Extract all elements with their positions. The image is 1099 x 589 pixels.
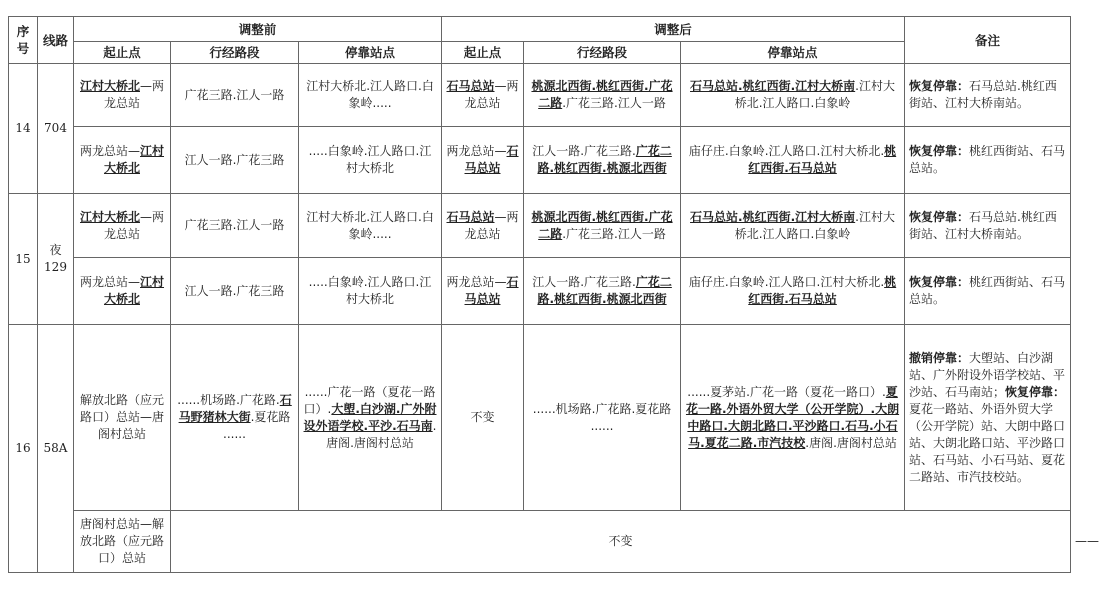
before-stops: .....白象岭.江人路口.江村大桥北 [299,127,442,194]
after-stops: 庙仔庄.白象岭.江人路口.江村大桥北.桃红西街.石马总站 [681,258,905,325]
line-cell: 704 [38,64,74,194]
line-cell: 58A [38,325,74,573]
after-stops: 石马总站.桃红西街.江村大桥南.江村大桥北.江人路口.白象岭 [681,194,905,258]
table-row [9,258,1071,325]
remark: 恢复停靠：石马总站.桃红西街站、江村大桥南站。 [905,194,1071,258]
before-start-end: 两龙总站—江村大桥北 [74,258,171,325]
unchanged-cell: 不变 [171,511,1071,573]
line-cell: 夜129 [38,194,74,325]
after-stops: 石马总站.桃红西街.江村大桥南.江村大桥北.江人路口.白象岭 [681,64,905,127]
header-seq: 序号 [9,17,38,64]
header-before-start-end: 起止点 [74,42,171,64]
before-start-end: 解放北路（应元路口）总站—唐阁村总站 [74,325,171,511]
seq-cell: 15 [9,194,38,325]
after-route: 江人一路.广花三路.广花二路.桃红西街.桃源北西街 [524,258,681,325]
after-start-end: 两龙总站—石马总站 [442,258,524,325]
header-remark: 备注 [905,17,1071,64]
after-stops: 庙仔庄.白象岭.江人路口.江村大桥北.桃红西街.石马总站 [681,127,905,194]
header-after: 调整后 [442,17,905,42]
header-after-start-end: 起止点 [442,42,524,64]
seq-cell: 14 [9,64,38,194]
after-start-end: 不变 [442,325,524,511]
header-before: 调整前 [74,17,442,42]
before-route: 广花三路.江人一路 [171,194,299,258]
before-route: 江人一路.广花三路 [171,258,299,325]
after-start-end: 石马总站—两龙总站 [442,64,524,127]
after-route: ......机场路.广花路.夏花路 ...... [524,325,681,511]
after-route: 桃源北西街.桃红西街.广花二路.广花三路.江人一路 [524,194,681,258]
before-route: ......机场路.广花路.石马野猪林大街.夏花路 ...... [171,325,299,511]
before-stops: ......广花一路（夏花一路口）.大塱.白沙湖.广外附设外语学校.平沙.石马南.唐阁.唐阁村总站 [299,325,442,511]
before-stops: 江村大桥北.江人路口.白象岭..... [299,194,442,258]
after-stops: ......夏茅站.广花一路（夏花一路口）.夏花一路.外语外贸大学（公开学院）.大朗中路口.大朗北路口.平沙路口.石马.小石马.夏花二路.市汽技校.唐阁.唐阁村总站 [681,325,905,511]
before-stops: .....白象岭.江人路口.江村大桥北 [299,258,442,325]
table-row [9,64,1071,127]
table-row [9,325,1071,511]
remark: 恢复停靠：石马总站.桃红西街站、江村大桥南站。 [905,64,1071,127]
header-line: 线路 [38,17,74,64]
before-start-end: 江村大桥北—两龙总站 [74,194,171,258]
before-stops: 江村大桥北.江人路口.白象岭..... [299,64,442,127]
before-start-end: 唐阁村总站—解放北路（应元路口）总站 [74,511,171,573]
header-before-route: 行经路段 [171,42,299,64]
remark: 撤销停靠：大塱站、白沙湖站、广外附设外语学校站、平沙站、石马南站；恢复停靠：夏花一路站、外语外贸大学（公开学院）站、大朗中路口站、大朗北路口站、平沙路口站、石马站、小石马站、夏花二路站、市汽技校站。 [905,325,1071,511]
before-start-end: 江村大桥北—两龙总站 [74,64,171,127]
table-row: 唐阁村总站—解放北路（应元路口）总站 不变 —— [9,511,1071,573]
after-route: 江人一路.广花三路.广花二路.桃红西街.桃源北西街 [524,127,681,194]
route-adjustment-table [8,16,1099,573]
after-start-end: 两龙总站—石马总站 [442,127,524,194]
header-after-stops: 停靠站点 [681,42,905,64]
seq-cell: 16 [9,325,38,573]
before-route: 广花三路.江人一路 [171,64,299,127]
after-route: 桃源北西街.桃红西街.广花二路.广花三路.江人一路 [524,64,681,127]
before-route: 江人一路.广花三路 [171,127,299,194]
before-start-end: 两龙总站—江村大桥北 [74,127,171,194]
remark: 恢复停靠：桃红西街站、石马总站。 [905,127,1071,194]
header-before-stops: 停靠站点 [299,42,442,64]
after-start-end: 石马总站—两龙总站 [442,194,524,258]
header-after-route: 行经路段 [524,42,681,64]
table-row [9,194,1071,258]
table-row [9,127,1071,194]
remark: 恢复停靠：桃红西街站、石马总站。 [905,258,1071,325]
